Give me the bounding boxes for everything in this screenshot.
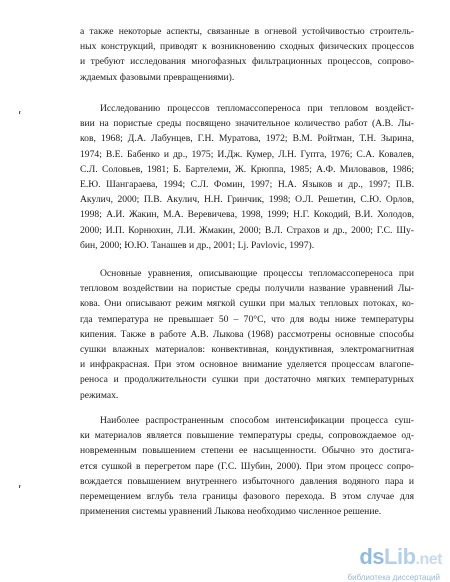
text-line: Основные уравнения, описывающие процессы тепломассопереноса при xyxy=(100,268,414,279)
text-line: применения системы уравнений Лыкова необходимо численное решение. xyxy=(80,506,382,518)
text-line: кипения. Также в работе А.В. Лыкова (1968) рассмотрены основные способы xyxy=(80,328,414,340)
margin-tick-mark: ʹ xyxy=(18,110,22,124)
text-line: Е.Ю. Шангараева, 1994; С.Л. Фомин, 1997; Н.А. Языков и др., 1997; П.В. xyxy=(80,179,414,191)
watermark-subtitle: библиотека диссертаций xyxy=(347,573,440,582)
text-line: ется сушкой в перегретом паре (Г.С. Шубин, 2000). При этом процесс сопро- xyxy=(80,460,414,472)
text-line: вождается повышением внутреннего избыточного давления водяного пара и xyxy=(80,475,414,487)
paragraph-lykov-equations xyxy=(80,266,414,403)
text-line: перемещением вглубь тела границы фазового перехода. В этом случае для xyxy=(80,491,414,503)
paragraph-continuation xyxy=(80,24,414,85)
text-line: ждаемых фазовыми превращениями). xyxy=(80,71,235,83)
text-line: и инфракрасная. При этом основное внимание уделяется процессам влагопе- xyxy=(80,359,414,371)
text-line: Акулич, 2000; П.В. Акулич, Н.Н. Гринчик, 1998; О.Л. Решетин, С.Ю. Орлов, xyxy=(80,194,414,206)
dslib-watermark-logo xyxy=(359,544,442,570)
text-line: ки материалов является повышение температуры среды, сопровождаемое од- xyxy=(80,430,414,442)
watermark-logo-net: .net xyxy=(415,551,442,568)
margin-tick-mark: ʹ xyxy=(18,484,22,498)
paragraph-drying-intensification xyxy=(80,413,414,519)
text-line: кова. Они описывают режим мягкой сушки при малых тепловых потоках, ко- xyxy=(80,298,414,310)
text-line: тепловом воздействии на пористые среды получили название уравнений Лы- xyxy=(80,283,414,295)
text-line: С.Л. Соловьев, 1981; Б. Бартелеми, Ж. Крюппа, 1985; А.Ф. Миловавов, 1986; xyxy=(80,163,414,175)
text-line: а также некоторые аспекты, связанные в огневой устойчивостью строитель- xyxy=(80,26,414,37)
text-line: бин, 2000; Ю.Ю. Танашев и др., 2001; Lj. Pavlovic, 1997). xyxy=(80,239,315,251)
text-line: гда температура не превышает 50 – 70°C, что для воды ниже температуры xyxy=(80,313,414,325)
text-line: Исследованию процессов тепломассопереноса при тепловом воздейст- xyxy=(100,103,414,114)
text-line: 2000; И.П. Корнюхин, Л.И. Жмакин, 2000; В.Л. Страхов и др., 2000; Г.С. Шу- xyxy=(80,224,414,236)
paragraph-literature-review xyxy=(80,101,414,253)
text-line: 1998; А.И. Жакин, М.А. Веревичева, 1998, 1999; Н.Г. Кокодий, В.И. Холодов, xyxy=(80,209,414,221)
text-line: 1974; В.Е. Бабенко и др., 1975; И.Дж. Кумер, Л.Н. Гупта, 1976; С.А. Ковалев, xyxy=(80,148,414,160)
text-line: режимах. xyxy=(80,389,119,401)
text-line: новременным повышением степени ее насыщенности. Обычно это достига- xyxy=(80,445,414,457)
text-line: ков, 1968; Д.А. Лабунцев, Г.Н. Муратова, 1972; В.М. Ройтман, Т.Н. Зырина, xyxy=(80,133,414,145)
text-line: вии на пористые среды посвящено значительное количество работ (А.В. Лы- xyxy=(80,118,414,130)
text-line: сушки влажных материалов: конвективная, кондуктивная, электромагнитная xyxy=(80,344,414,356)
watermark-logo-lib: Lib xyxy=(384,544,416,569)
text-line: Наиболее распространенным способом интенсификации процесса суш- xyxy=(100,415,414,426)
watermark-logo-ds: ds xyxy=(359,544,385,569)
text-line: ных конструкций, приводят к возникновению сходных физических процессов xyxy=(80,41,414,53)
text-line: и требуют исследования многофазных фильтрационных процессов, сопрово- xyxy=(80,56,414,68)
text-line: реноса и продолжительности сушки при достаточно мягких температурных xyxy=(80,374,414,386)
